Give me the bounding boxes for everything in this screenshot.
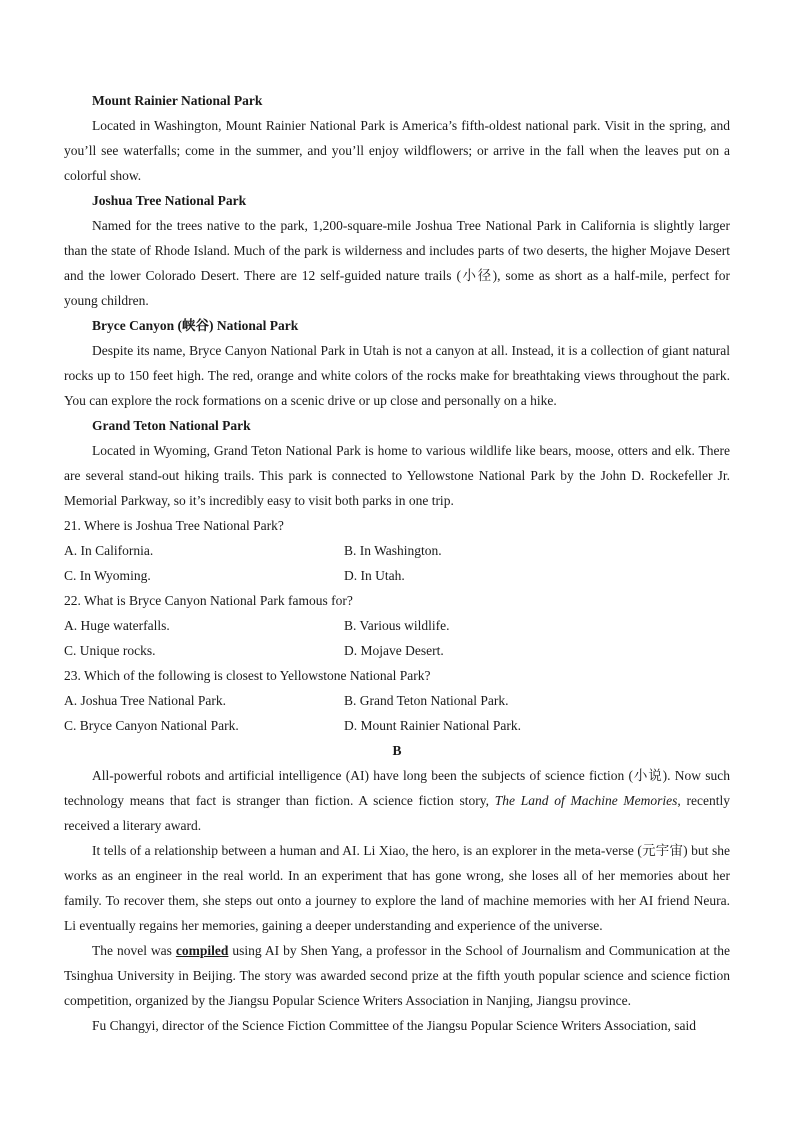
question-21-options: [64, 538, 730, 588]
park-heading-joshua-tree: Joshua Tree National Park: [92, 193, 247, 208]
option-d: D. Mojave Desert.: [344, 643, 444, 658]
passage-b-paragraph-1: [64, 763, 730, 838]
text-segment: , recently received a literary award.: [64, 793, 730, 833]
passage-b-paragraph-2: It tells of a relationship between a human and AI. Li Xiao, the hero, is an explorer in the meta-verse (元宇宙) but she works as an engineer in the real world. In an experiment that has gone wrong, she loses all of her memories about her family. To recover them, she steps out onto a journey to explore the land of machine memories with her AI friend Neura. Li eventually regains her memories, gaining a deeper understanding and experience of the universe.: [64, 843, 730, 933]
option-a: A. In California.: [64, 543, 154, 558]
section-b-label: B: [392, 743, 402, 758]
text-segment: using AI by Shen Yang, a professor in the School of Journalism and Communication at the Tsinghua University in Beijing. The story was awarded second prize at the fifth youth popular science and science fiction competition, organized by the Jiangsu Popular Science Writers Association in Nanjing, Jiangsu province.: [64, 943, 731, 1008]
park-heading-mount-rainier: Mount Rainier National Park: [92, 93, 263, 108]
question-23: 23. Which of the following is closest to Yellowstone National Park?: [64, 668, 431, 683]
option-a: A. Huge waterfalls.: [64, 618, 170, 633]
exam-page: [64, 88, 730, 1038]
option-c: C. In Wyoming.: [64, 568, 151, 583]
text-segment: All-powerful robots and artificial intelligence (AI) have long been the subjects of science fiction (小说). Now such technology means that fact is stranger than fiction. A science fiction story,: [64, 768, 730, 808]
option-b: B. Grand Teton National Park.: [344, 693, 509, 708]
text-segment: The novel was: [92, 943, 176, 958]
question-22: 22. What is Bryce Canyon National Park famous for?: [64, 593, 353, 608]
park-paragraph-bryce-canyon: Despite its name, Bryce Canyon National Park in Utah is not a canyon at all. Instead, it is a collection of giant natural rocks up to 150 feet high. The red, orange and white colors of the rocks make for breathtaking views throughout the park. You can explore the rock formations on a scenic drive or up close and personally on a hike.: [64, 343, 730, 408]
park-paragraph-joshua-tree: Named for the trees native to the park, 1,200-square-mile Joshua Tree National Park in California is slightly larger than the state of Rhode Island. Much of the park is wilderness and includes parts of two deserts, the higher Mojave Desert and the lower Colorado Desert. There are 12 self-guided nature trails (小径), some as short as a half-mile, perfect for young children.: [64, 218, 730, 308]
question-21: 21. Where is Joshua Tree National Park?: [64, 518, 284, 533]
park-paragraph-mount-rainier: Located in Washington, Mount Rainier National Park is America’s fifth-oldest national park. Visit in the spring, and you’ll see waterfalls; come in the summer, and you’ll enjoy wildflowers; or arrive in the fall when the leaves put on a colorful show.: [64, 118, 730, 183]
passage-b-paragraph-4: Fu Changyi, director of the Science Fiction Committee of the Jiangsu Popular Science Writers Association, said: [92, 1018, 696, 1033]
park-heading-bryce-canyon: Bryce Canyon (峡谷) National Park: [92, 318, 299, 333]
passage-b-paragraph-3: [64, 938, 730, 1013]
option-d: D. Mount Rainier National Park.: [344, 718, 521, 733]
question-22-options: [64, 613, 730, 663]
park-heading-grand-teton: Grand Teton National Park: [92, 418, 251, 433]
option-b: B. Various wildlife.: [344, 618, 450, 633]
option-c: C. Bryce Canyon National Park.: [64, 718, 239, 733]
option-a: A. Joshua Tree National Park.: [64, 693, 226, 708]
park-paragraph-grand-teton: Located in Wyoming, Grand Teton National Park is home to various wildlife like bears, moose, otters and elk. There are several stand-out hiking trails. This park is connected to Yellowstone National Park by the John D. Rockefeller Jr. Memorial Parkway, so it’s incredibly easy to visit both parks in one trip.: [64, 443, 730, 508]
underlined-keyword: compiled: [175, 943, 229, 958]
novel-title: The Land of Machine Memories: [494, 793, 678, 808]
question-23-options: [64, 688, 730, 738]
option-d: D. In Utah.: [344, 568, 405, 583]
option-c: C. Unique rocks.: [64, 643, 156, 658]
option-b: B. In Washington.: [344, 543, 442, 558]
